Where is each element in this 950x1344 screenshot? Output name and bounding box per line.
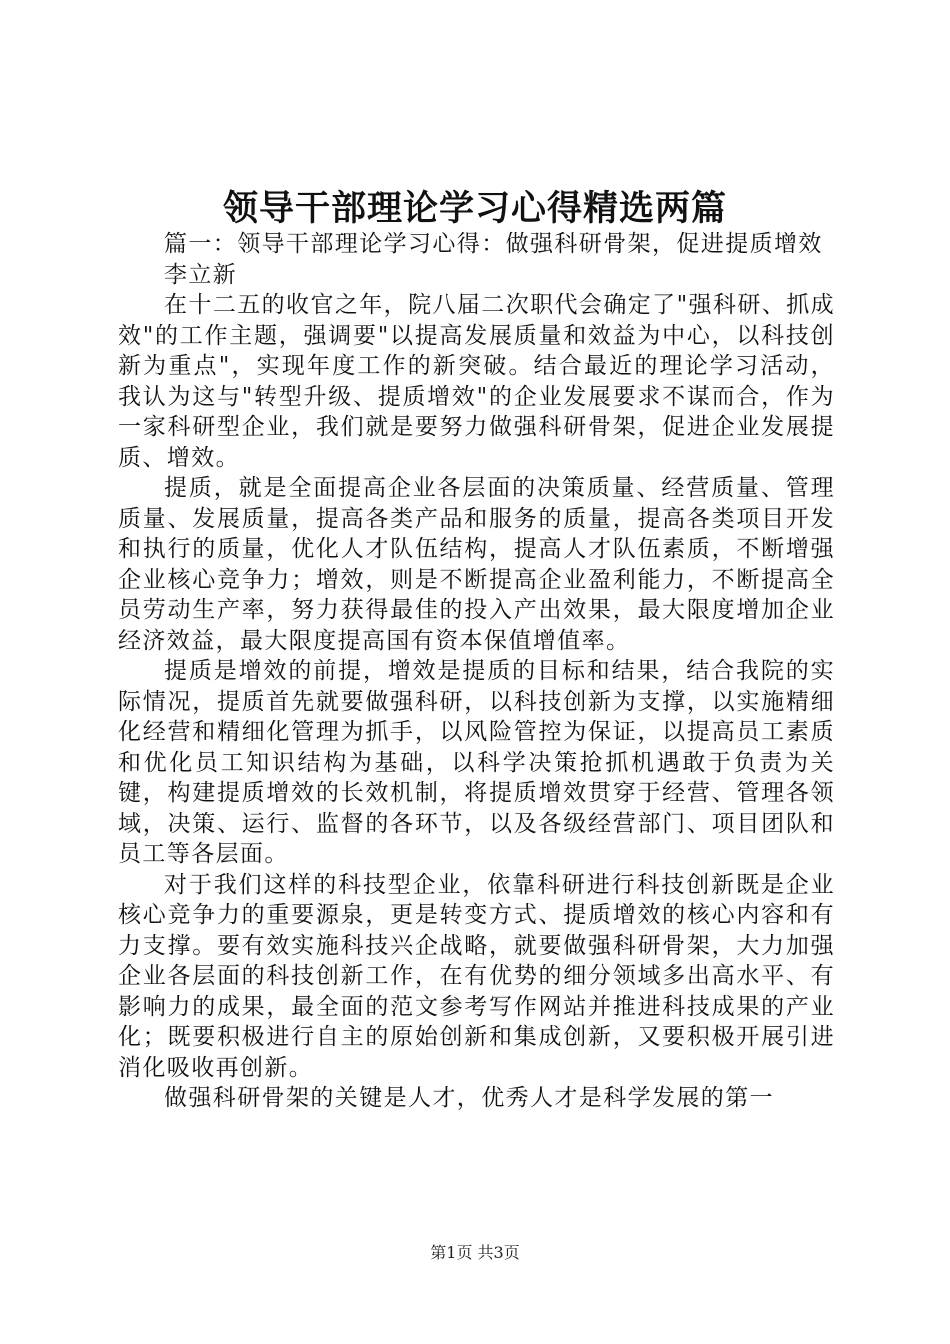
document-title: 领导干部理论学习心得精选两篇 <box>222 188 727 229</box>
section-heading: 篇一：领导干部理论学习心得：做强科研骨架，促进提质增效 <box>164 231 823 257</box>
author-name: 李立新 <box>164 261 238 288</box>
body-paragraph: 做强科研骨架的关键是人才，优秀人才是科学发展的第一 <box>164 1085 774 1111</box>
body-paragraph: 提质是增效的前提，增效是提质的目标和结果，结合我院的实际情况，提质首先就要做强科研，以科技创新为支撑，以实施精细化经营和精细化管理为抓手，以风险管控为保证，以提高员工素质和优化员工知识结构为基础，以科学决策抢抓机遇敢于负责为关键，构建提质增效的长效机制，将提质增效贯穿于经营、管理各领域，决策、运行、监督的各环节，以及各级经营部门、项目团队和员工等各层面。 <box>118 658 835 867</box>
body-paragraph: 提质，就是全面提高企业各层面的决策质量、经营质量、管理质量、发展质量，提高各类产品和服务的质量，提高各类项目开发和执行的质量，优化人才队伍结构，提高人才队伍素质，不断增强企业核心竞争力；增效，则是不断提高企业盈利能力，不断提高全员劳动生产率，努力获得最佳的投入产出效果，最大限度增加企业经济效益，最大限度提高国有资本保值增值率。 <box>118 475 835 654</box>
body-paragraph: 对于我们这样的科技型企业，依靠科研进行科技创新既是企业核心竞争力的重要源泉，更是转变方式、提质增效的核心内容和有力支撑。要有效实施科技兴企战略，就要做强科研骨架，大力加强企业各层面的科技创新工作，在有优势的细分领域多出高水平、有影响力的成果，最全面的范文参考写作网站并推进科技成果的产业化；既要积极进行自主的原始创新和集成创新，又要积极开展引进消化吸收再创新。 <box>118 871 835 1081</box>
body-paragraph: 在十二五的收官之年，院八届二次职代会确定了"强科研、抓成效"的工作主题，强调要"以提高发展质量和效益为中心，以科技创新为重点"，实现年度工作的新突破。结合最近的理论学习活动，我认为这与"转型升级、提质增效"的企业发展要求不谋而合，作为一家科研型企业，我们就是要努力做强科研骨架，促进企业发展提质、增效。 <box>118 292 835 471</box>
page-number-footer: 第1页 共3页 <box>430 1243 520 1262</box>
document-body <box>118 229 835 1114</box>
